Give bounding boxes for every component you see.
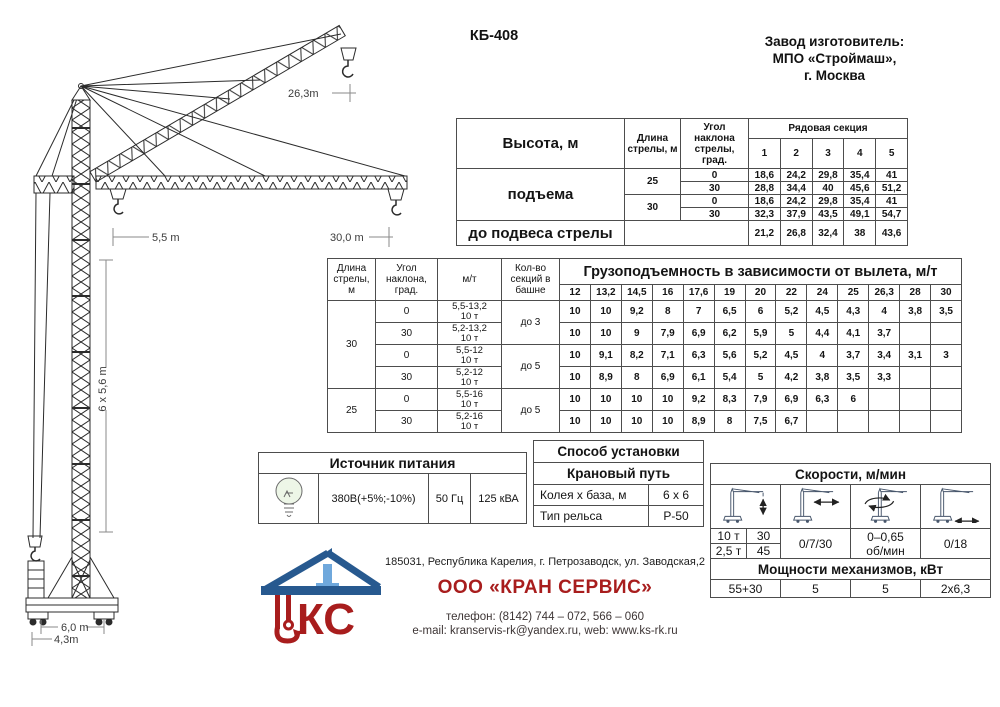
voltage-value: 380В(+5%;-10%)	[319, 474, 429, 524]
table-cell: 35,4	[844, 169, 876, 182]
table-cell: 30	[931, 285, 962, 301]
table-cell: 5,5-12 10 т	[438, 345, 502, 367]
hoist-speed-icon	[714, 485, 778, 523]
table-cell: 10	[590, 411, 621, 433]
table-cell: 8	[652, 301, 683, 323]
table-cell: 12	[560, 285, 591, 301]
trolley-speed-icon	[784, 485, 848, 523]
company-phone: телефон: (8142) 744 – 072, 566 – 060	[445, 611, 644, 623]
crane-boom-horizontal	[96, 176, 407, 189]
table-cell: 5,5-16 10 т	[438, 389, 502, 411]
table-cell: 7	[683, 301, 714, 323]
footer-contacts	[375, 556, 715, 637]
table-cell: 4	[869, 301, 900, 323]
table-cell: 8	[714, 411, 745, 433]
table-cell: 10	[560, 301, 591, 323]
table-cell: 5,5-13,2 10 т	[438, 301, 502, 323]
table-cell: 9,2	[683, 389, 714, 411]
table-cell: 32,3	[749, 208, 781, 221]
table-cell: 6	[838, 389, 869, 411]
table-cell: 30	[681, 182, 749, 195]
table-cell: 9	[621, 323, 652, 345]
manufacturer-line: МПО «Строймаш»,	[772, 51, 897, 66]
table-cell: 4	[844, 139, 876, 169]
table-cell: 6,2	[714, 323, 745, 345]
manufacturer-block	[712, 33, 957, 84]
logo-beam	[261, 586, 381, 595]
table-cell: 5,9	[745, 323, 776, 345]
power-value: 125 кВА	[471, 474, 527, 524]
table-cell: 4	[807, 345, 838, 367]
table-cell: 38	[844, 221, 876, 246]
table-cell: 30	[681, 208, 749, 221]
table-cell: 10	[560, 345, 591, 367]
slewing-speed-icon	[854, 485, 918, 523]
installation-table	[533, 440, 704, 527]
installation-title: Способ установки	[534, 441, 704, 463]
table-cell: 3,3	[869, 367, 900, 389]
table-cell	[931, 389, 962, 411]
table-cell: 10	[621, 389, 652, 411]
hoist-icon-cell	[711, 485, 781, 529]
table-cell: 0	[681, 169, 749, 182]
table-cell: 7,5	[745, 411, 776, 433]
crane-wheel	[30, 619, 36, 625]
table-cell: 10	[560, 323, 591, 345]
dim-boom-tip-label: 26,3m	[288, 88, 319, 100]
table-cell: 32,4	[812, 221, 844, 246]
hoist-load-1: 10 т	[711, 529, 747, 544]
table-cell: 3,5	[931, 301, 962, 323]
mechanism-power-title: Мощности механизмов, кВт	[711, 559, 991, 580]
table-cell: Кол-во секций в башне	[502, 259, 560, 301]
table-cell: 5,2-13,2 10 т	[438, 323, 502, 345]
manufacturer-line: Завод изготовитель:	[764, 34, 905, 49]
rail-type-label: Тип рельса	[534, 506, 649, 527]
crane-wheel	[106, 619, 112, 625]
height-table	[456, 118, 908, 246]
table-cell: 10	[590, 323, 621, 345]
table-cell: 6,1	[683, 367, 714, 389]
table-cell: 5	[876, 139, 908, 169]
mechanism-power-value: 5	[851, 580, 921, 598]
table-cell: 8,9	[590, 367, 621, 389]
table-cell: 34,4	[780, 182, 812, 195]
table-cell: Длина стрелы, м	[328, 259, 376, 301]
dim-gauge-label: 6,0 m	[61, 622, 89, 634]
table-cell: 30	[328, 301, 376, 389]
speeds-table	[710, 463, 991, 598]
table-cell: Угол наклона стрелы, град.	[681, 119, 749, 169]
table-cell: 8,9	[683, 411, 714, 433]
crane-hoist-ropes	[33, 193, 50, 538]
table-cell: до 5	[502, 345, 560, 389]
table-cell	[900, 323, 931, 345]
table-cell: 3	[931, 345, 962, 367]
page-title: КБ-408	[469, 28, 519, 44]
logo-hook-bar	[275, 595, 280, 629]
table-cell: 4,1	[838, 323, 869, 345]
power-source-title: Источник питания	[259, 453, 527, 474]
table-cell: 4,4	[807, 323, 838, 345]
table-cell: 26,3	[869, 285, 900, 301]
table-cell: 7,9	[745, 389, 776, 411]
table-cell: 18,6	[749, 195, 781, 208]
logo-text: КС	[297, 595, 356, 644]
table-cell: 5,2-12 10 т	[438, 367, 502, 389]
table-cell: 43,5	[812, 208, 844, 221]
logo-hook-ring	[285, 621, 293, 629]
table-cell: 24,2	[780, 169, 812, 182]
table-cell	[807, 411, 838, 433]
crane-boom-raised	[90, 25, 345, 182]
table-cell: 40	[812, 182, 844, 195]
table-cell: до 3	[502, 301, 560, 345]
table-cell: 14,5	[621, 285, 652, 301]
height-row-label-suspension: до подвеса стрелы	[457, 221, 625, 246]
table-cell: 3,7	[838, 345, 869, 367]
table-cell: 54,7	[876, 208, 908, 221]
table-cell: 3,8	[900, 301, 931, 323]
table-cell: 3,5	[838, 367, 869, 389]
trolley-speed-value: 0/7/30	[781, 529, 851, 559]
table-cell: 28,8	[749, 182, 781, 195]
table-cell: 16	[652, 285, 683, 301]
table-cell: 6,3	[807, 389, 838, 411]
travel-icon-cell	[921, 485, 991, 529]
crane-trolley-hook-outer	[388, 189, 404, 200]
table-cell: 20	[745, 285, 776, 301]
crane-wheel	[96, 619, 102, 625]
table-cell: 5	[745, 367, 776, 389]
table-cell: 29,8	[812, 195, 844, 208]
table-cell: 2	[780, 139, 812, 169]
dim-boom-length-label: 30,0 m	[330, 232, 364, 244]
table-cell: до 5	[502, 389, 560, 433]
travel-speed-value: 0/18	[921, 529, 991, 559]
table-cell: 4,2	[776, 367, 807, 389]
table-cell: 1	[749, 139, 781, 169]
table-cell: 26,8	[780, 221, 812, 246]
table-cell: 30	[376, 367, 438, 389]
table-cell: 0	[376, 301, 438, 323]
table-cell: 8,2	[621, 345, 652, 367]
slewing-icon-cell	[851, 485, 921, 529]
table-cell: 30	[376, 323, 438, 345]
table-cell: 21,2	[749, 221, 781, 246]
table-cell: 4,5	[807, 301, 838, 323]
table-cell: 29,8	[812, 169, 844, 182]
table-cell: 6,7	[776, 411, 807, 433]
frequency-value: 50 Гц	[429, 474, 471, 524]
crane-tower	[72, 100, 90, 598]
table-cell: 8	[621, 367, 652, 389]
table-cell: 5,6	[714, 345, 745, 367]
table-cell: 30	[376, 411, 438, 433]
crane-counter-jib	[34, 176, 74, 193]
table-cell: 7,9	[652, 323, 683, 345]
table-cell: 6	[745, 301, 776, 323]
company-name: ООО «КРАН СЕРВИС»	[437, 577, 653, 598]
table-cell: 51,2	[876, 182, 908, 195]
table-cell	[838, 411, 869, 433]
table-cell: 0	[376, 345, 438, 367]
table-cell: 41	[876, 169, 908, 182]
table-cell	[931, 411, 962, 433]
mechanism-power-value: 2х6,3	[921, 580, 991, 598]
light-bulb-icon	[267, 474, 311, 520]
table-cell: Угол наклона, град.	[376, 259, 438, 301]
table-cell: 3	[812, 139, 844, 169]
table-cell: 18,6	[749, 169, 781, 182]
table-cell: 4,3	[838, 301, 869, 323]
hoist-speed-2: 45	[747, 544, 781, 559]
table-cell: 6,9	[683, 323, 714, 345]
table-cell: 37,9	[780, 208, 812, 221]
dim-base-label: 4,3m	[54, 634, 79, 646]
table-cell: 25	[328, 389, 376, 433]
table-cell: 22	[776, 285, 807, 301]
table-cell: 24,2	[780, 195, 812, 208]
table-cell	[869, 411, 900, 433]
table-cell: 17,6	[683, 285, 714, 301]
bulb-icon-cell	[259, 474, 319, 524]
table-cell: 5,2	[745, 345, 776, 367]
hoist-load-2: 2,5 т	[711, 544, 747, 559]
rail-track-subtitle: Крановый путь	[534, 463, 704, 485]
table-cell: 49,1	[844, 208, 876, 221]
power-source-table	[258, 452, 527, 524]
table-cell: 9,2	[621, 301, 652, 323]
table-cell: 3,8	[807, 367, 838, 389]
crane-bogie-right	[94, 612, 114, 619]
table-cell: 25	[625, 169, 681, 195]
table-cell: 5,2-16 10 т	[438, 411, 502, 433]
table-cell: 6,5	[714, 301, 745, 323]
table-cell: 13,2	[590, 285, 621, 301]
table-cell: 10	[560, 389, 591, 411]
table-cell: 5,2	[776, 301, 807, 323]
table-cell	[931, 323, 962, 345]
speeds-title: Скорости, м/мин	[711, 464, 991, 485]
table-cell	[900, 367, 931, 389]
slewing-speed-line: 0–0,65	[867, 529, 904, 544]
table-cell: 3,4	[869, 345, 900, 367]
table-cell: 10	[560, 367, 591, 389]
table-cell: 7,1	[652, 345, 683, 367]
logo-roof-right	[328, 553, 379, 587]
table-cell: 5,4	[714, 367, 745, 389]
table-cell: 6,3	[683, 345, 714, 367]
table-cell	[900, 411, 931, 433]
hoist-speed-1: 30	[747, 529, 781, 544]
company-address: 185031, Республика Карелия, г. Петрозаводск, ул. Заводская,2	[384, 556, 706, 568]
slewing-speed-value	[851, 529, 921, 559]
table-cell: 30	[625, 195, 681, 221]
trolley-icon-cell	[781, 485, 851, 529]
travel-speed-icon	[924, 485, 988, 523]
mechanism-power-value: 5	[781, 580, 851, 598]
dim-tower-sections-label: 6 x 5,6 m	[97, 366, 109, 412]
manufacturer-line: г. Москва	[804, 68, 865, 83]
table-cell: 10	[590, 301, 621, 323]
company-logo	[257, 544, 385, 668]
table-cell: 6,9	[776, 389, 807, 411]
logo-hook-bar	[286, 595, 291, 621]
table-cell: м/т	[438, 259, 502, 301]
table-cell: 0	[376, 389, 438, 411]
track-gauge-label: Колея х база, м	[534, 485, 649, 506]
mechanism-power-value: 55+30	[711, 580, 781, 598]
table-cell: 3,1	[900, 345, 931, 367]
track-gauge-value: 6 х 6	[649, 485, 704, 506]
height-table-title: Высота, м	[457, 119, 625, 169]
table-cell: 3,7	[869, 323, 900, 345]
table-cell: 25	[838, 285, 869, 301]
table-cell: 10	[652, 411, 683, 433]
table-cell	[869, 389, 900, 411]
crane-hook-block-raised	[341, 48, 356, 60]
table-cell: 35,4	[844, 195, 876, 208]
table-cell: Длина стрелы, м	[625, 119, 681, 169]
table-cell: 6,9	[652, 367, 683, 389]
table-cell: Рядовая секция	[749, 119, 908, 139]
company-email: e-mail: kranservis-rk@yandex.ru, web: www.ks-rk.ru	[412, 625, 678, 637]
table-cell: 10	[621, 411, 652, 433]
height-row-label-lift: подъема	[457, 169, 625, 221]
capacity-table-title: Грузоподъемность в зависимости от вылета, м/т	[560, 259, 962, 285]
slewing-speed-line: об/мин	[866, 543, 905, 558]
table-cell: 10	[652, 389, 683, 411]
table-cell: 41	[876, 195, 908, 208]
crane-bogie-left	[28, 612, 48, 619]
table-cell: 43,6	[876, 221, 908, 246]
dim-rear-label: 5,5 m	[152, 232, 180, 244]
table-cell: 9,1	[590, 345, 621, 367]
capacity-table	[327, 258, 962, 433]
table-cell	[625, 221, 749, 246]
table-cell: 45,6	[844, 182, 876, 195]
table-cell: 8,3	[714, 389, 745, 411]
table-cell: 10	[590, 389, 621, 411]
table-cell: 19	[714, 285, 745, 301]
rail-type-value: Р-50	[649, 506, 704, 527]
table-cell: 4,5	[776, 345, 807, 367]
table-cell: 10	[560, 411, 591, 433]
table-cell: 0	[681, 195, 749, 208]
table-cell: 5	[776, 323, 807, 345]
table-cell: 28	[900, 285, 931, 301]
crane-trolley-hook-inner	[110, 189, 126, 199]
table-cell: 24	[807, 285, 838, 301]
table-cell	[931, 367, 962, 389]
table-cell	[900, 389, 931, 411]
